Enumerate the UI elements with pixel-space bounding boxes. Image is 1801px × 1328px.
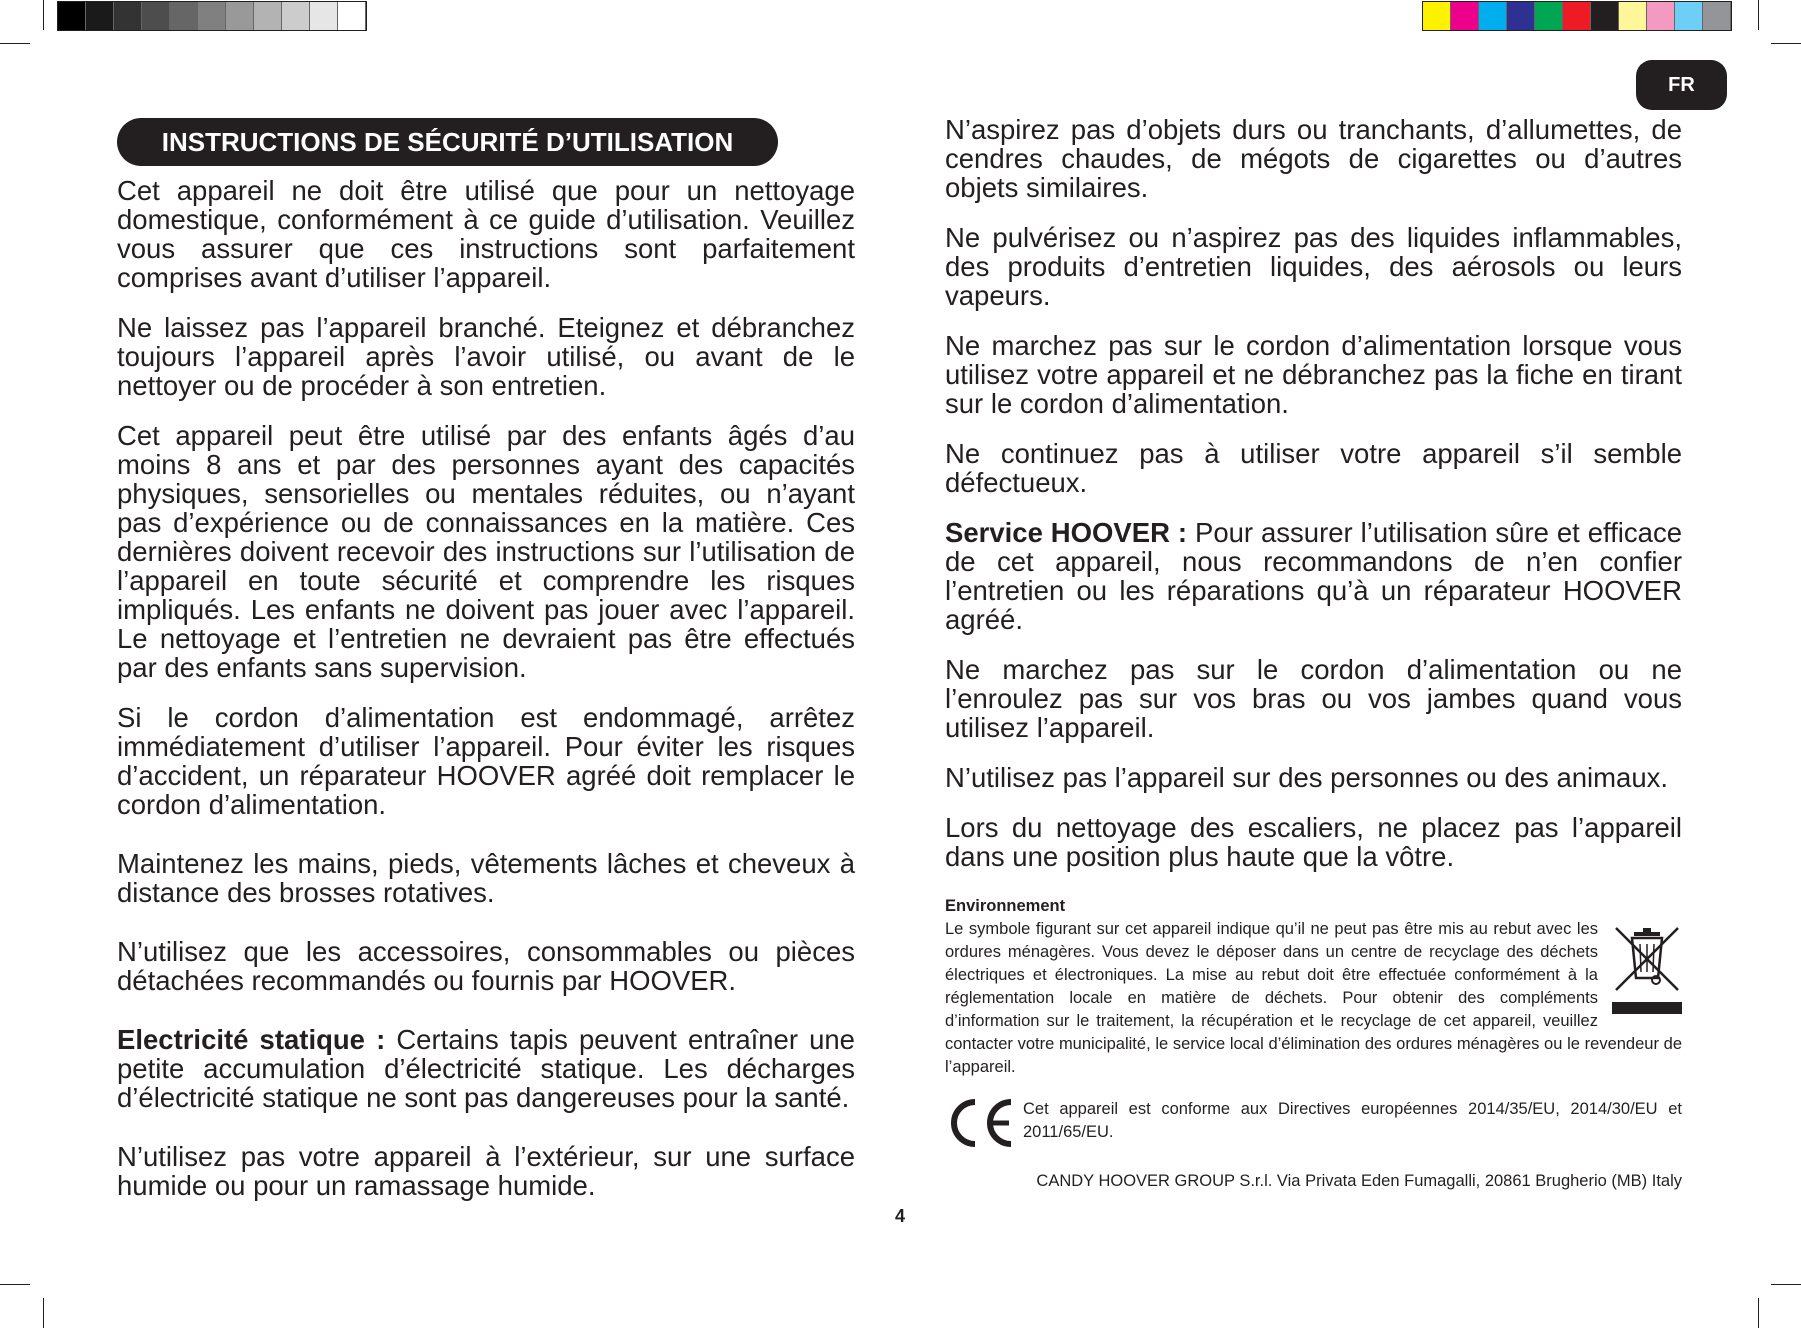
environment-section <box>945 895 1682 1079</box>
color-swatch <box>1507 2 1535 30</box>
color-swatch <box>310 2 338 30</box>
ce-text: Cet appareil est conforme aux Directives européennes 2014/35/EU, 2014/30/EU et 2011/65/EU. <box>1023 1100 1682 1141</box>
manufacturer-address: CANDY HOOVER GROUP S.r.l. Via Privata Eden Fumagalli, 20861 Brugherio (MB) Italy <box>1036 1172 1682 1190</box>
color-swatch <box>1647 2 1675 30</box>
environment-title: Environnement <box>945 897 1066 915</box>
crop-mark <box>0 1284 30 1285</box>
crop-mark <box>1771 1284 1801 1285</box>
paragraph-people-animals: N’utilisez pas l’appareil sur des personnes ou des animaux. <box>945 762 1669 793</box>
paragraph-power-cord: Si le cordon d’alimentation est endommagé, arrêtez immédiatement d’utiliser l’appareil. Pour éviter les risques d’accident, un réparateur HOOVER agréé doit remplacer le cordon d’alimentation. <box>117 702 855 820</box>
paragraph-cord-step: Ne marchez pas sur le cordon d’alimentation lorsque vous utilisez votre appareil et ne débranchez pas la fiche en tirant sur le cordon d’alimentation. <box>945 330 1682 419</box>
right-column <box>945 115 1682 892</box>
color-swatch <box>86 2 114 30</box>
left-column <box>117 176 855 1221</box>
paragraph-hard-objects: N’aspirez pas d’objets durs ou tranchants, d’allumettes, de cendres chaudes, de mégots de cigarettes ou d’autres objets similaires. <box>945 114 1682 203</box>
color-swatch <box>1535 2 1563 30</box>
crop-mark <box>1758 1298 1759 1328</box>
crop-mark <box>43 1298 44 1328</box>
paragraph-stairs: Lors du nettoyage des escaliers, ne placez pas l’appareil dans une position plus haute que la vôtre. <box>945 812 1682 872</box>
crop-mark <box>1771 43 1801 44</box>
paragraph-service <box>945 518 1682 634</box>
color-swatch <box>114 2 142 30</box>
color-swatch <box>1619 2 1647 30</box>
paragraph-flammable: Ne pulvérisez ou n’aspirez pas des liquides inflammables, des produits d’entretien liquides, des aérosols ou leurs vapeurs. <box>945 222 1682 311</box>
crop-mark <box>0 43 30 44</box>
color-swatch <box>1479 2 1507 30</box>
paragraph-defective: Ne continuez pas à utiliser votre appareil s’il semble défectueux. <box>945 438 1682 498</box>
page-number: 4 <box>894 1206 905 1226</box>
color-swatch <box>1451 2 1479 30</box>
paragraph-accessories: N’utilisez que les accessoires, consommables ou pièces détachées recommandés ou fournis par HOOVER. <box>117 936 855 996</box>
color-swatch <box>142 2 170 30</box>
paragraph-static <box>117 1025 855 1112</box>
color-swatch <box>1423 2 1451 30</box>
color-swatch <box>1591 2 1619 30</box>
static-label: Electricité statique : <box>117 1024 386 1055</box>
service-text: Pour assurer l’utilisation sûre et efficace de cet appareil, nous recommandons de n’en confier l’entretien ou les réparations qu’à un réparateur HOOVER agréé. <box>945 517 1682 635</box>
color-swatch <box>1563 2 1591 30</box>
paragraph-outdoor: N’utilisez pas votre appareil à l’extérieur, sur une surface humide ou pour un ramassage humide. <box>117 1141 855 1201</box>
weee-crossed-bin-icon <box>1612 920 1682 1018</box>
color-swatch <box>226 2 254 30</box>
color-swatch <box>170 2 198 30</box>
paragraph-domestic-use: Cet appareil ne doit être utilisé que pour un nettoyage domestique, conformément à ce guide d’utilisation. Veuillez vous assurer que ces instructions sont parfaitement comprises avant d’utiliser l’appareil. <box>117 175 855 293</box>
color-swatch <box>254 2 282 30</box>
color-swatch <box>58 2 86 30</box>
paragraph-cord-wrap: Ne marchez pas sur le cordon d’alimentation ou ne l’enroulez pas sur vos bras ou vos jambes quand vous utilisez l’appareil. <box>945 654 1682 743</box>
color-swatch <box>282 2 310 30</box>
grayscale-color-bar <box>57 1 367 31</box>
crop-mark <box>43 0 44 30</box>
static-text: Certains tapis peuvent entraîner une petite accumulation d’électricité statique. Les décharges d’électricité statique ne sont pas dangereuses pour la santé. <box>117 1024 855 1113</box>
color-swatch <box>338 2 366 30</box>
paragraph-unplug: Ne laissez pas l’appareil branché. Eteignez et débranchez toujours l’appareil après l’avoir utilisé, ou avant de le nettoyer ou de procéder à son entretien. <box>117 312 855 401</box>
ce-declaration <box>945 1098 1682 1148</box>
color-swatch <box>1703 2 1731 30</box>
paragraph-brushes: Maintenez les mains, pieds, vêtements lâches et cheveux à distance des brosses rotatives. <box>117 848 855 908</box>
service-label: Service HOOVER : <box>945 517 1188 548</box>
section-heading: INSTRUCTIONS DE SÉCURITÉ D’UTILISATION <box>117 118 778 166</box>
process-color-bar <box>1422 1 1732 31</box>
color-swatch <box>198 2 226 30</box>
crop-mark <box>1758 0 1759 30</box>
environment-text: Le symbole figurant sur cet appareil indique qu’il ne peut pas être mis au rebut avec les ordures ménagères. Vous devez le déposer dans un centre de recyclage des déchets électriques et électroniques. La mise au rebut doit être effectuée conformément à la réglementation locale en matière de déchets. Pour obtenir des compléments d’information sur le traitement, la récupération et le recyclage de cet appareil, veuillez contacter votre municipalité, le service local d’élimination des ordures ménagères ou le revendeur de l’appareil. <box>945 920 1682 1076</box>
paragraph-children: Cet appareil peut être utilisé par des enfants âgés d’au moins 8 ans et par des personnes ayant des capacités physiques, sensorielles ou mentales réduites, ou n’ayant pas d’expérience ou de connaissances en la matière. Ces dernières doivent recevoir des instructions sur l’utilisation de l’appareil en toute sécurité et comprendre les risques impliqués. Les enfants ne doivent pas jouer avec l’appareil. Le nettoyage et l’entretien ne devraient pas être effectués par des enfants sans supervision. <box>117 420 855 683</box>
color-swatch <box>1675 2 1703 30</box>
ce-mark-icon <box>945 1098 1015 1148</box>
language-badge: FR <box>1636 60 1727 110</box>
